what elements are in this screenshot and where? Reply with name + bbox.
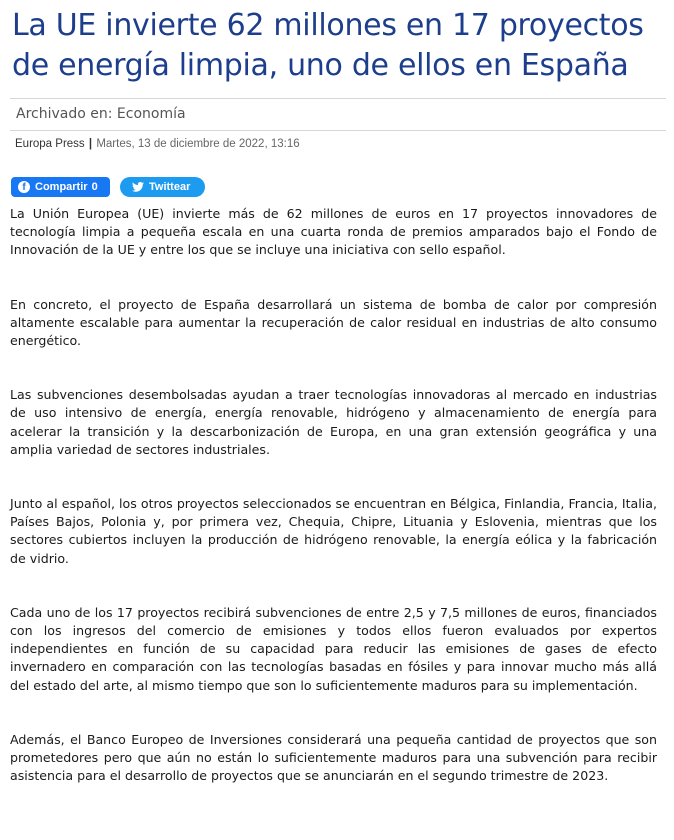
article-paragraph: Las subvenciones desembolsadas ayudan a traer tecnologías innovadoras al mercado en industrias de uso intensivo de energía, energía renovable, hidrógeno y almacenamiento de energía para acelerar la transición y la descarbonización de Europa, en una gran extensión geográfica y una amplia variedad de sectores industriales. bbox=[10, 387, 657, 457]
archive-category-link[interactable]: Economía bbox=[116, 106, 186, 122]
article-body bbox=[10, 205, 657, 821]
byline-date: Martes, 13 de diciembre de 2022, 13:16 bbox=[96, 138, 300, 150]
twitter-bird-icon bbox=[132, 182, 144, 192]
article-paragraph: Además, el Banco Europeo de Inversiones considerará una pequeña cantidad de proyectos que son prometedores pero que aún no están lo suficientemente maduros para una subvención para recibir asistencia para el desarrollo de proyectos que se anunciarán en el segundo trimestre de 2023. bbox=[10, 731, 657, 784]
article-headline: La UE invierte 62 millones en 17 proyectos de energía limpia, uno de ellos en España bbox=[12, 8, 644, 83]
archive-bar bbox=[10, 98, 666, 131]
byline bbox=[15, 138, 300, 150]
article-paragraph: Junto al español, los otros proyectos seleccionados se encuentran en Bélgica, Finlandia, Francia, Italia, Países Bajos, Polonia y, por primera vez, Chequia, Chipre, Lituania y Eslovenia, mientras que los sectores cubiertos incluyen la producción de hidrógeno renovable, la energía eólica y la fabricación de vidrio. bbox=[10, 496, 657, 566]
article-paragraph: Cada uno de los 17 proyectos recibirá subvenciones de entre 2,5 y 7,5 millones de euros, financiados con los ingresos del comercio de emisiones y todos ellos fueron evaluados por expertos independientes en función de su capacidad para reducir las emisiones de gases de efecto invernadero en comparación con las tecnologías basadas en fósiles y para innovar mucho más allá del estado del arte, al mismo tiempo que son lo suficientemente maduros para su implementación. bbox=[10, 604, 657, 693]
twitter-share-button[interactable] bbox=[120, 177, 205, 197]
byline-source: Europa Press bbox=[15, 138, 85, 150]
article-paragraph: En concreto, el proyecto de España desarrollará un sistema de bomba de calor por compresión altamente escalable para aumentar la recuperación de calor residual en industrias de alto consumo energético. bbox=[10, 296, 657, 349]
facebook-icon: f bbox=[18, 181, 30, 193]
facebook-share-label: Compartir bbox=[35, 181, 88, 193]
facebook-share-count: 0 bbox=[91, 181, 98, 193]
archive-label: Archivado en: bbox=[16, 106, 113, 122]
twitter-share-label: Twittear bbox=[149, 181, 191, 193]
archive-text bbox=[16, 106, 186, 122]
article-paragraph: La Unión Europea (UE) invierte más de 62 millones de euros en 17 proyectos innovadores de tecnología limpia a pequeña escala en una cuarta ronda de premios amparados bajo el Fondo de Innovación de la UE y entre los que se incluye una iniciativa con sello español. bbox=[10, 206, 657, 258]
byline-separator: | bbox=[88, 138, 93, 150]
facebook-share-button[interactable] bbox=[11, 177, 110, 197]
